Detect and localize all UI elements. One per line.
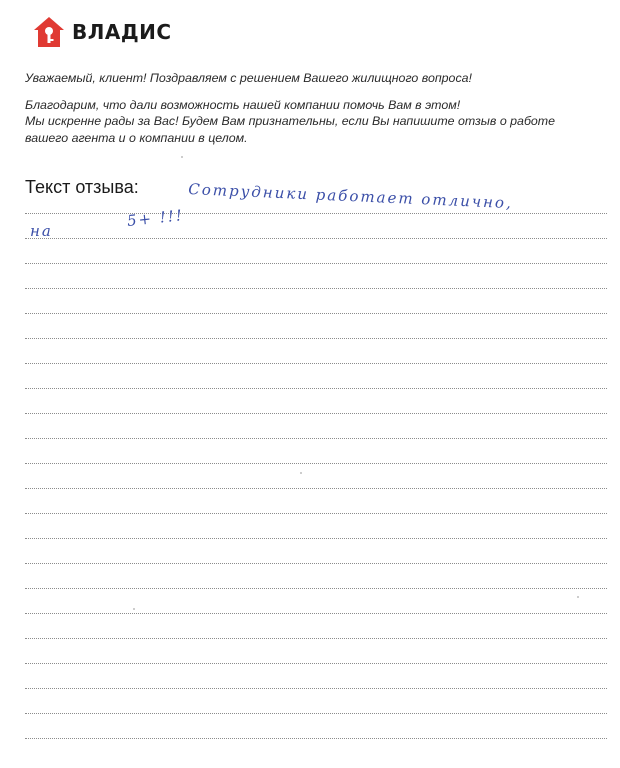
handwritten-review-word: на xyxy=(30,222,53,240)
review-rule-line xyxy=(25,738,607,739)
scan-speck xyxy=(133,608,135,610)
review-rule-line xyxy=(25,488,607,489)
review-rule-line xyxy=(25,713,607,714)
handwritten-review-line-1: Сотрудники работает отлично, xyxy=(188,180,514,213)
greeting-text: Уважаемый, клиент! Поздравляем с решением Вашего жилищного вопроса! xyxy=(25,71,472,85)
review-rule-line xyxy=(25,513,607,514)
review-rule-line xyxy=(25,613,607,614)
thanks-line-1: Благодарим, что дали возможность нашей компании помочь Вам в этом! xyxy=(25,97,461,112)
review-rule-line xyxy=(25,663,607,664)
review-title: Текст отзыва: xyxy=(25,177,139,197)
scan-speck xyxy=(181,156,183,158)
review-rule-line xyxy=(25,688,607,689)
scan-speck xyxy=(300,472,302,474)
review-rule-line xyxy=(25,388,607,389)
review-rule-line xyxy=(25,638,607,639)
review-rule-line xyxy=(25,438,607,439)
review-rule-line xyxy=(25,463,607,464)
review-rule-line xyxy=(25,288,607,289)
review-rule-line xyxy=(25,363,607,364)
review-rule-line xyxy=(25,413,607,414)
review-rule-line xyxy=(25,313,607,314)
handwritten-review-rating: 5+ !!! xyxy=(126,206,185,230)
review-rule-line xyxy=(25,213,607,214)
brand-name: ВЛАДИС xyxy=(72,20,172,44)
review-rule-line xyxy=(25,263,607,264)
review-rule-line xyxy=(25,538,607,539)
review-rule-line xyxy=(25,563,607,564)
thanks-line-3: вашего агента и о компании в целом. xyxy=(25,130,248,145)
review-lines xyxy=(25,0,607,768)
review-rule-line xyxy=(25,338,607,339)
scan-speck xyxy=(577,596,579,598)
review-rule-line xyxy=(25,238,607,239)
thanks-line-2: Мы искренне рады за Вас! Будем Вам признательны, если Вы напишите отзыв о работе xyxy=(25,114,556,128)
review-rule-line xyxy=(25,588,607,589)
